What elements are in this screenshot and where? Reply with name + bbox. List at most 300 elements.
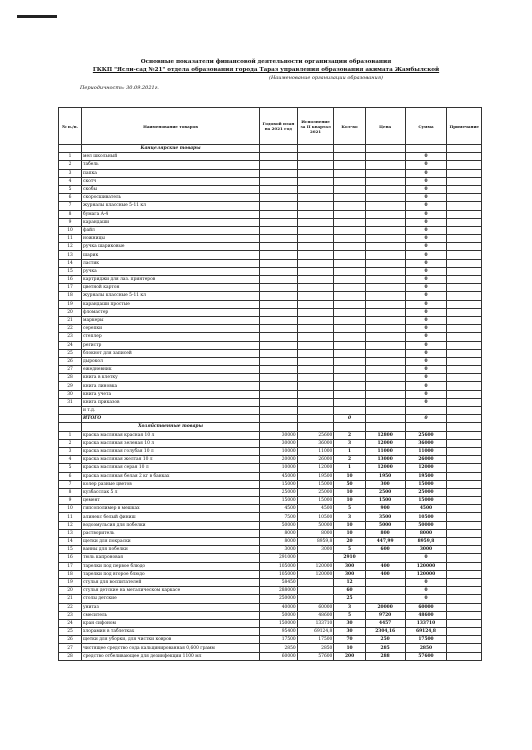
cell-num: 3: [59, 447, 82, 455]
cell-plan: [260, 349, 298, 357]
cell-name: блокнот для записей: [82, 349, 260, 357]
cell-name: скобы: [82, 185, 260, 193]
cell-plan: [260, 259, 298, 267]
col-sum: Сумма: [405, 108, 447, 145]
total-row: [59, 415, 482, 423]
cell-price: 12000: [365, 439, 405, 447]
cell-fact: [297, 382, 334, 390]
cell-num: 21: [59, 595, 82, 603]
cell-name: краска масляная желтая 10 л: [82, 456, 260, 464]
table-row: [59, 374, 482, 382]
cell-note: [447, 316, 482, 324]
cell-price: 20000: [365, 603, 405, 611]
cell-name: книга в клетку: [82, 374, 260, 382]
cell-sum: 17500: [405, 636, 447, 644]
cell-sum: 0: [405, 366, 447, 374]
cell-plan: [260, 153, 298, 161]
cell-num: 23: [59, 333, 82, 341]
cell-fact: 48600: [297, 611, 334, 619]
cell-plan: [260, 308, 298, 316]
col-note: Примечание: [447, 108, 482, 145]
table-row: [59, 259, 482, 267]
cell-fact: [297, 202, 334, 210]
cell-empty: [334, 423, 365, 431]
cell-qty: 60: [334, 587, 365, 595]
cell-note: [447, 578, 482, 586]
cell-fact: [297, 177, 334, 185]
cell-sum: 2850: [405, 644, 447, 652]
cell-num: 26: [59, 357, 82, 365]
cell-name: тарелки под второе блюдо: [82, 570, 260, 578]
cell-sum: 50000: [405, 521, 447, 529]
cell-note: [447, 554, 482, 562]
cell-price: 13000: [365, 456, 405, 464]
cell-name: краска масляная красная 10 л: [82, 431, 260, 439]
cell-price: [365, 185, 405, 193]
cell-note: [447, 480, 482, 488]
cell-qty: 3: [334, 439, 365, 447]
cell-plan: 30000: [260, 431, 298, 439]
cell-note: [447, 366, 482, 374]
cell-num: 5: [59, 464, 82, 472]
cell-plan: 40000: [260, 603, 298, 611]
cell-qty: 5: [334, 546, 365, 554]
cell-price: [365, 325, 405, 333]
cell-fact: [297, 390, 334, 398]
cell-plan: [260, 202, 298, 210]
cell-fact: 10500: [297, 513, 334, 521]
cell-sum: 0: [405, 243, 447, 251]
cell-price: 600: [365, 546, 405, 554]
cell-num: 5: [59, 185, 82, 193]
cell-price: 1500: [365, 497, 405, 505]
table-row: [59, 472, 482, 480]
table-header-row: [59, 108, 482, 145]
table-row: [59, 488, 482, 496]
cell-note: [447, 562, 482, 570]
cell-num: 4: [59, 177, 82, 185]
cell-plan: [260, 243, 298, 251]
cell-num: 29: [59, 382, 82, 390]
cell-fact: [297, 325, 334, 333]
cell-fact: [297, 235, 334, 243]
cell-name: серепки: [82, 325, 260, 333]
cell-price: 2304,16: [365, 628, 405, 636]
cell-plan: 288000: [260, 587, 298, 595]
cell-fact: [297, 185, 334, 193]
cell-empty: [447, 423, 482, 431]
cell-fact: 8000: [297, 529, 334, 537]
cell-fact: [297, 407, 334, 415]
cell-sum: 0: [405, 267, 447, 275]
cell-sum: 60000: [405, 603, 447, 611]
cell-sum: 36000: [405, 439, 447, 447]
cell-price: 800: [365, 529, 405, 537]
cell-note: [447, 226, 482, 234]
cell-num: 10: [59, 505, 82, 513]
cell-note: [447, 325, 482, 333]
cell-fact: [297, 366, 334, 374]
cell-qty: [334, 210, 365, 218]
cell-sum: 0: [405, 210, 447, 218]
table-row: [59, 546, 482, 554]
cell-fact: 69124,8: [297, 628, 334, 636]
cell-note: [447, 619, 482, 627]
table-row: [59, 439, 482, 447]
table-row: [59, 267, 482, 275]
table-row: [59, 284, 482, 292]
table-row: [59, 226, 482, 234]
section-title: Хозяйственные товары: [82, 423, 260, 431]
cell-sum: 0: [405, 341, 447, 349]
cell-num: 28: [59, 374, 82, 382]
cell-price: 400: [365, 570, 405, 578]
cell-plan: [260, 300, 298, 308]
cell-name: цветной картон: [82, 284, 260, 292]
cell-name: ручка шариковые: [82, 243, 260, 251]
cell-qty: 3: [334, 513, 365, 521]
cell-fact: [297, 259, 334, 267]
cell-note: [447, 595, 482, 603]
cell-price: 2500: [365, 488, 405, 496]
table-row: [59, 554, 482, 562]
cell-name: шарик: [82, 251, 260, 259]
cell-sum: 0: [405, 374, 447, 382]
cell-name: смеситель: [82, 611, 260, 619]
report-period: Периодичность: 30.09.2021г.: [80, 85, 159, 91]
cell-plan: 4500: [260, 505, 298, 513]
cell-name: табель: [82, 161, 260, 169]
cell-sum: 0: [405, 276, 447, 284]
cell-num: 20: [59, 308, 82, 316]
cell-note: [447, 210, 482, 218]
cell-fact: 15000: [297, 480, 334, 488]
cell-sum: [405, 407, 447, 415]
cell-plan: [260, 390, 298, 398]
cell-name: столы детские: [82, 595, 260, 603]
cell-sum: 25000: [405, 488, 447, 496]
cell-note: [447, 169, 482, 177]
cell-plan: 10000: [260, 464, 298, 472]
cell-fact: 50000: [297, 521, 334, 529]
cell-fact: [297, 341, 334, 349]
cell-name: ластик: [82, 259, 260, 267]
section-row: [59, 145, 482, 153]
cell-name: хлорамин в таблетках: [82, 628, 260, 636]
table-row: [59, 578, 482, 586]
table-row: [59, 587, 482, 595]
cell-num: 26: [59, 636, 82, 644]
cell-note: [447, 185, 482, 193]
cell-note: [447, 333, 482, 341]
cell-qty: 200: [334, 652, 365, 660]
cell-price: 5000: [365, 521, 405, 529]
table-row: [59, 218, 482, 226]
cell-price: [365, 390, 405, 398]
cell-num: 20: [59, 587, 82, 595]
cell-sum: 0: [405, 218, 447, 226]
col-num: № п./п.: [59, 108, 82, 145]
cell-num: 11: [59, 235, 82, 243]
table-row: [59, 431, 482, 439]
cell-price: [365, 194, 405, 202]
cell-name: регистр: [82, 341, 260, 349]
table-row: [59, 611, 482, 619]
cell-plan: [260, 194, 298, 202]
cell-note: [447, 292, 482, 300]
cell-num: 30: [59, 390, 82, 398]
cell-note: [447, 464, 482, 472]
cell-price: 9720: [365, 611, 405, 619]
cell-qty: [334, 251, 365, 259]
cell-price: [365, 235, 405, 243]
cell-num: 17: [59, 562, 82, 570]
cell-note: [447, 341, 482, 349]
cell-plan: [260, 218, 298, 226]
cell-fact: [297, 300, 334, 308]
cell-plan: 15000: [260, 497, 298, 505]
cell-plan: [260, 366, 298, 374]
cell-fact: [297, 578, 334, 586]
cell-note: [447, 218, 482, 226]
cell-fact: 133710: [297, 619, 334, 627]
cell-sum: 11000: [405, 447, 447, 455]
table-row: [59, 153, 482, 161]
cell-num: 13: [59, 529, 82, 537]
cell-plan: 2850: [260, 644, 298, 652]
cell-empty: [59, 423, 82, 431]
cell-price: [365, 210, 405, 218]
section-title: Канцелярские товары: [82, 145, 260, 153]
cell-empty: [260, 423, 298, 431]
cell-num: 14: [59, 259, 82, 267]
cell-note: [447, 603, 482, 611]
cell-plan: 105000: [260, 570, 298, 578]
cell-plan: [260, 316, 298, 324]
cell-fact: [297, 276, 334, 284]
cell-qty: [334, 374, 365, 382]
cell-note: [447, 407, 482, 415]
cell-name: стулья детские на металическом каркасе: [82, 587, 260, 595]
cell-num: 18: [59, 570, 82, 578]
cell-name: журналы классные 5-11 кл: [82, 292, 260, 300]
cell-empty: [405, 423, 447, 431]
cell-price: [365, 153, 405, 161]
cell-plan: [260, 210, 298, 218]
cell-plan: 30000: [260, 439, 298, 447]
cell-qty: [334, 267, 365, 275]
cell-qty: 30: [334, 628, 365, 636]
cell-sum: 69124,8: [405, 628, 447, 636]
cell-note: [447, 161, 482, 169]
cell-note: [447, 382, 482, 390]
table-row: [59, 407, 482, 415]
cell-sum: 0: [405, 300, 447, 308]
cell-num: 14: [59, 538, 82, 546]
cell-name: чистящее средство сода кальцинированная 0,600 грамм: [82, 644, 260, 652]
cell-name: ручка: [82, 267, 260, 275]
cell-sum: 0: [405, 202, 447, 210]
cell-sum: 57600: [405, 652, 447, 660]
cell-fact: 11000: [297, 447, 334, 455]
cell-plan: [260, 226, 298, 234]
cell-sum: 8000: [405, 529, 447, 537]
cell-num: 19: [59, 300, 82, 308]
cell-note: [447, 636, 482, 644]
cell-fact: [297, 284, 334, 292]
cell-price: [365, 374, 405, 382]
cell-note: [447, 202, 482, 210]
cell-sum: 25600: [405, 431, 447, 439]
organization-caption: (Наименование организации образования): [269, 75, 383, 81]
cell-note: [447, 472, 482, 480]
cell-qty: 12: [334, 578, 365, 586]
cell-name: бумага А-4: [82, 210, 260, 218]
cell-name: средство отбеливающее для дезинфекции 1100 мл: [82, 652, 260, 660]
cell-num: 22: [59, 325, 82, 333]
cell-num: 3: [59, 169, 82, 177]
cell-plan: [260, 177, 298, 185]
table-row: [59, 169, 482, 177]
cell-note: [447, 194, 482, 202]
cell-plan: [260, 276, 298, 284]
cell-num: 25: [59, 349, 82, 357]
cell-qty: [334, 341, 365, 349]
cell-note: [447, 235, 482, 243]
cell-plan: 15000: [260, 480, 298, 488]
cell-fact: 57600: [297, 652, 334, 660]
cell-qty: 3: [334, 603, 365, 611]
cell-note: [447, 276, 482, 284]
table-row: [59, 447, 482, 455]
cell-fact: [297, 226, 334, 234]
cell-note: [447, 284, 482, 292]
finance-table: [58, 107, 482, 661]
cell-plan: [260, 374, 298, 382]
cell-sum: 0: [405, 251, 447, 259]
cell-qty: [334, 161, 365, 169]
cell-qty: [334, 349, 365, 357]
report-title: Основные показатели финансовой деятельности организации образования: [140, 59, 392, 65]
cell-plan: [260, 325, 298, 333]
col-price: Цена: [365, 108, 405, 145]
cell-num: 11: [59, 513, 82, 521]
cell-empty: [59, 415, 82, 423]
cell-qty: 10: [334, 472, 365, 480]
table-row: [59, 398, 482, 406]
cell-num: 8: [59, 210, 82, 218]
cell-plan: 150000: [260, 619, 298, 627]
table-row: [59, 456, 482, 464]
cell-plan: [260, 267, 298, 275]
cell-sum: 15000: [405, 497, 447, 505]
cell-qty: 1: [334, 464, 365, 472]
cell-qty: [334, 276, 365, 284]
cell-num: 21: [59, 316, 82, 324]
cell-plan: 50000: [260, 611, 298, 619]
cell-name: мел школьный: [82, 153, 260, 161]
cell-price: [365, 251, 405, 259]
cell-qty: 20: [334, 538, 365, 546]
table-row: [59, 316, 482, 324]
cell-price: 12800: [365, 431, 405, 439]
cell-name: щетки для уборки, для чистки ковров: [82, 636, 260, 644]
cell-num: 9: [59, 497, 82, 505]
table-row: [59, 464, 482, 472]
table-row: [59, 333, 482, 341]
cell-name: книга учета: [82, 390, 260, 398]
cell-plan: 50000: [260, 521, 298, 529]
cell-fact: 25600: [297, 431, 334, 439]
cell-name: журналы классные 5-11 кл: [82, 202, 260, 210]
cell-note: [447, 431, 482, 439]
cell-num: 23: [59, 611, 82, 619]
cell-plan: 8000: [260, 538, 298, 546]
cell-num: 17: [59, 284, 82, 292]
cell-note: [447, 308, 482, 316]
cell-qty: 10: [334, 488, 365, 496]
cell-plan: [260, 398, 298, 406]
cell-plan: 58450: [260, 578, 298, 586]
cell-qty: [334, 325, 365, 333]
cell-empty: [447, 415, 482, 423]
cell-note: [447, 529, 482, 537]
cell-fact: [297, 349, 334, 357]
cell-name: фломастер: [82, 308, 260, 316]
cell-price: [365, 243, 405, 251]
table-row: [59, 177, 482, 185]
cell-price: 447,99: [365, 538, 405, 546]
cell-qty: 50: [334, 480, 365, 488]
cell-name: книга приказов: [82, 398, 260, 406]
cell-plan: 20000: [260, 456, 298, 464]
table-row: [59, 185, 482, 193]
cell-note: [447, 497, 482, 505]
cell-price: [365, 316, 405, 324]
cell-sum: 0: [405, 382, 447, 390]
table-row: [59, 513, 482, 521]
cell-fact: [297, 316, 334, 324]
cell-note: [447, 390, 482, 398]
table-row: [59, 202, 482, 210]
cell-sum: 48600: [405, 611, 447, 619]
table-row: [59, 595, 482, 603]
cell-name: ванны для побелки: [82, 546, 260, 554]
cell-sum: 0: [405, 169, 447, 177]
cell-price: [365, 267, 405, 275]
cell-sum: 0: [405, 390, 447, 398]
cell-plan: [260, 251, 298, 259]
table-row: [59, 538, 482, 546]
cell-qty: 2: [334, 431, 365, 439]
cell-price: 12000: [365, 464, 405, 472]
cell-note: [447, 521, 482, 529]
cell-qty: 300: [334, 562, 365, 570]
cell-empty: [260, 145, 298, 153]
cell-name: скоросшиватель: [82, 194, 260, 202]
cell-price: [365, 554, 405, 562]
cell-plan: 17500: [260, 636, 298, 644]
cell-fact: [297, 374, 334, 382]
cell-price: [365, 398, 405, 406]
cell-sum: 0: [405, 259, 447, 267]
table-row: [59, 644, 482, 652]
cell-plan: 25000: [260, 488, 298, 496]
table-row: [59, 570, 482, 578]
cell-note: [447, 652, 482, 660]
cell-name: цемент: [82, 497, 260, 505]
cell-sum: 10500: [405, 513, 447, 521]
